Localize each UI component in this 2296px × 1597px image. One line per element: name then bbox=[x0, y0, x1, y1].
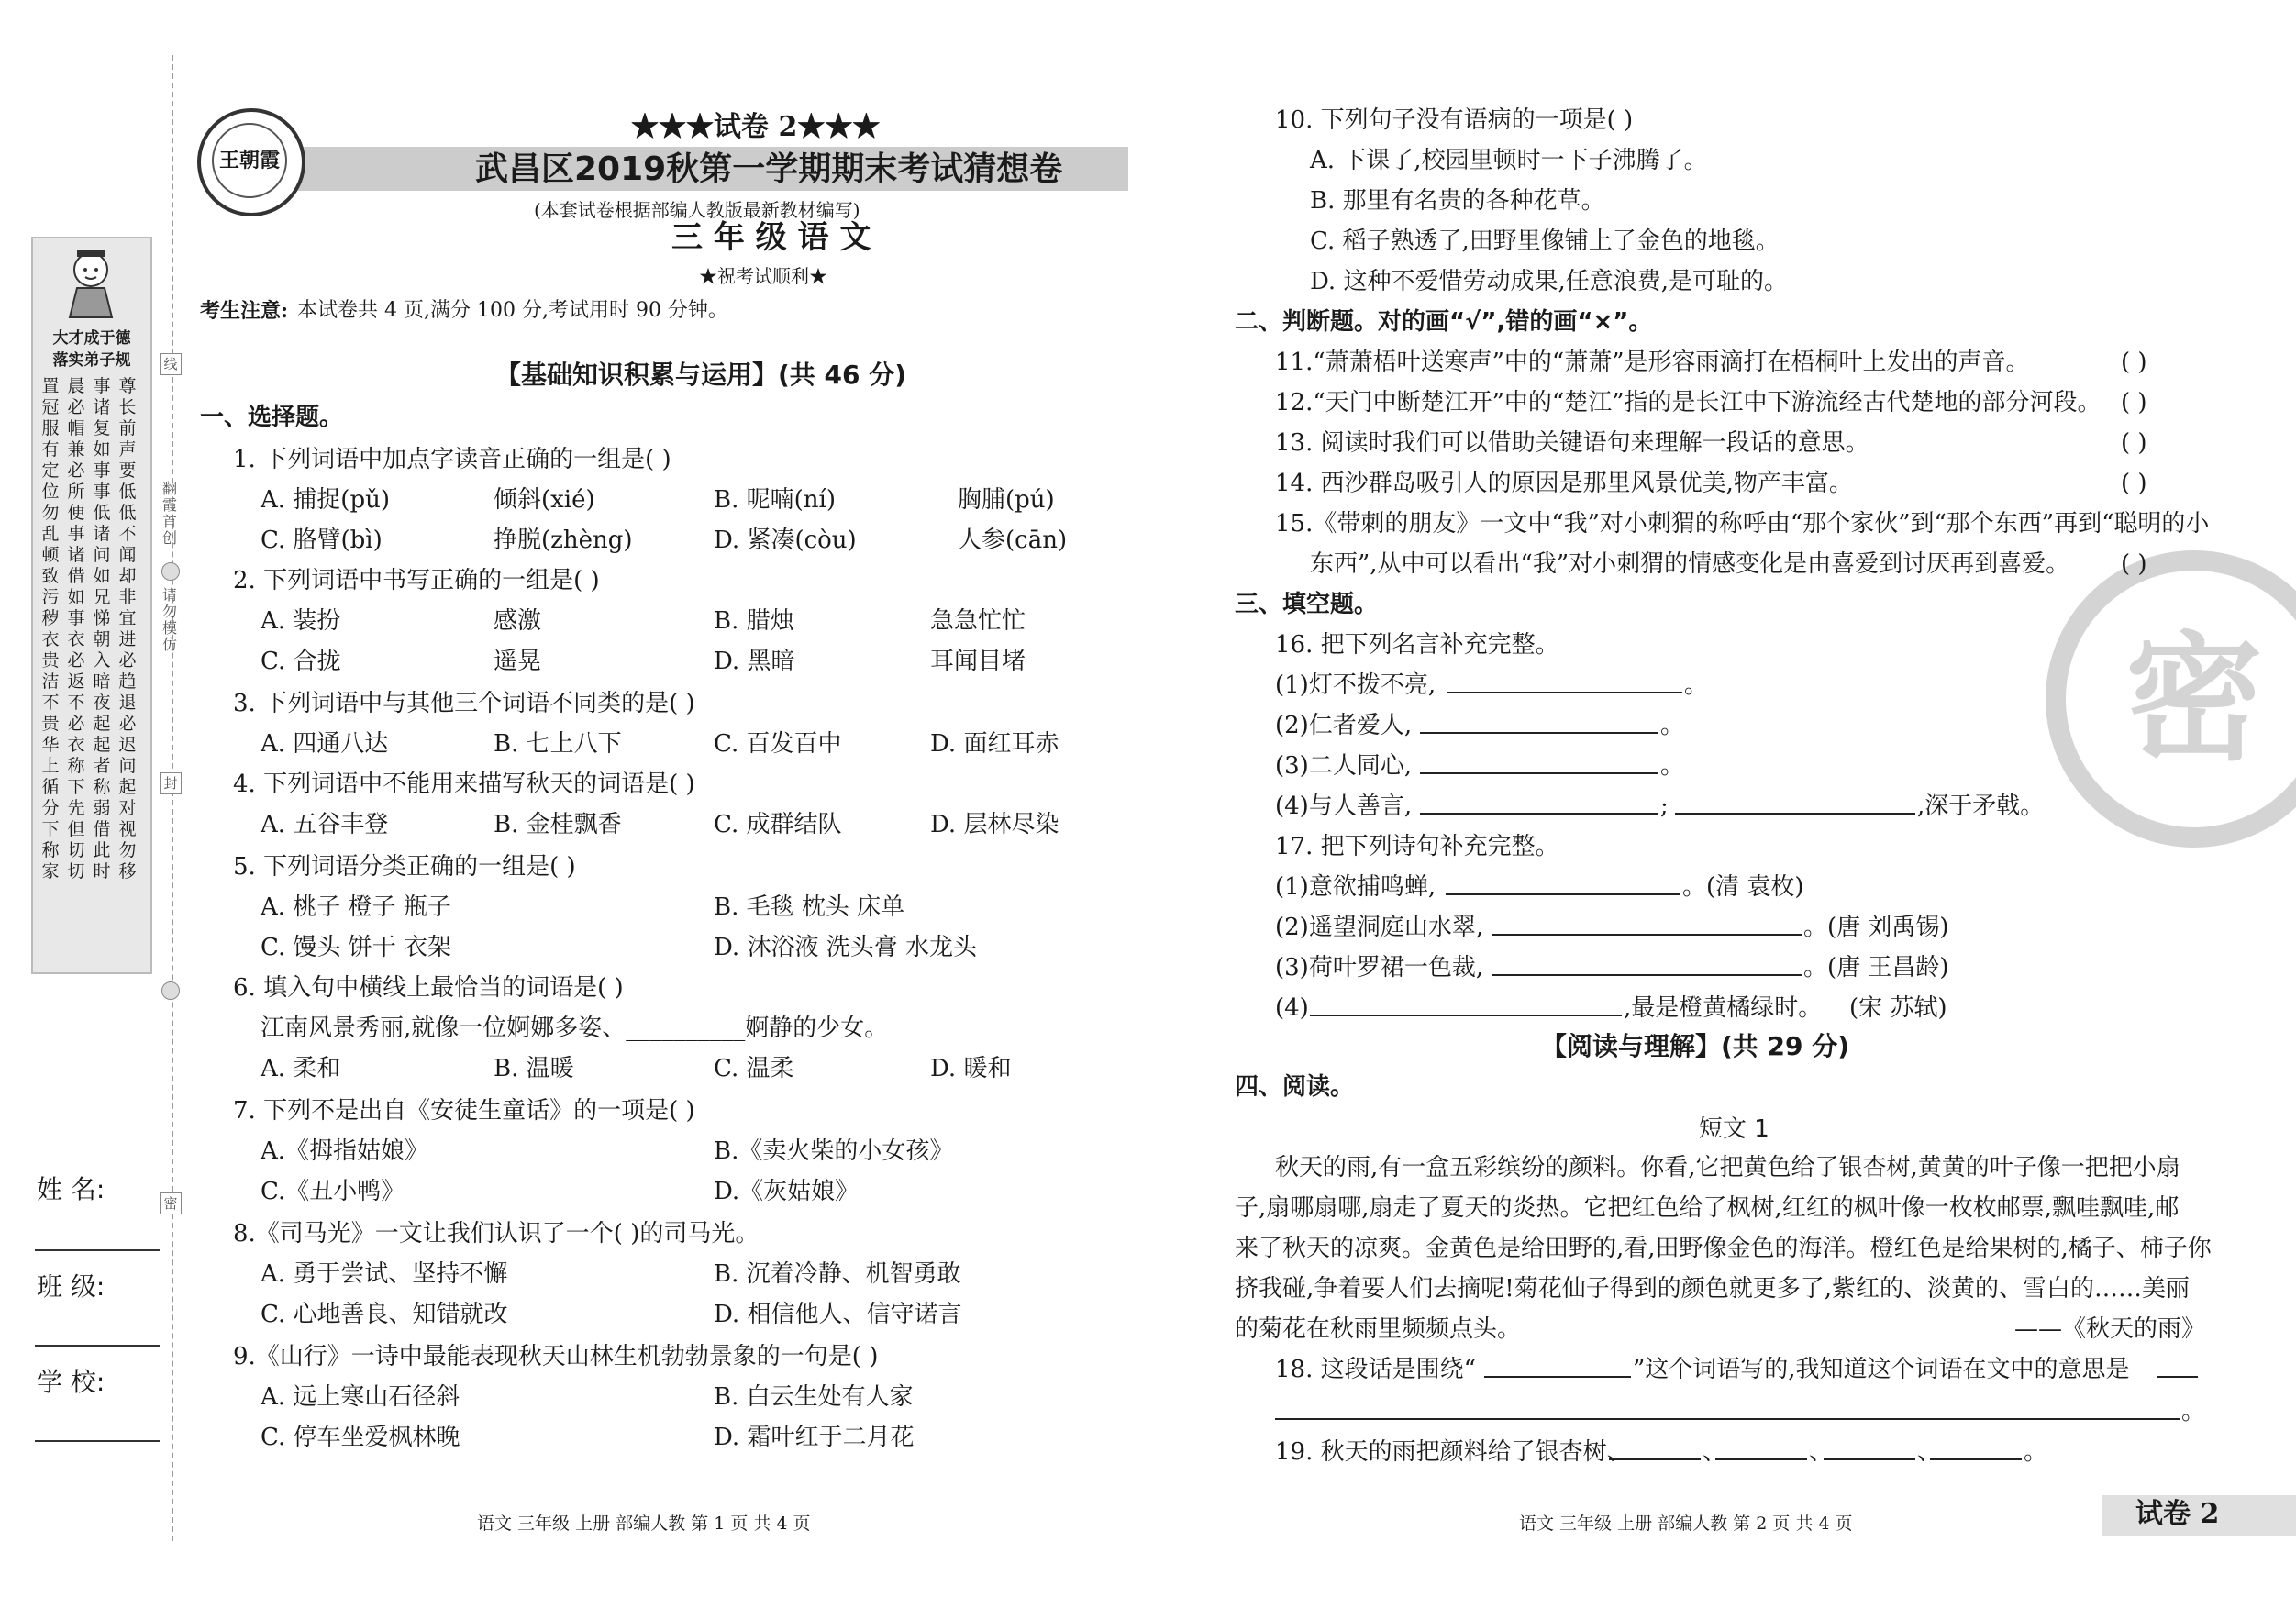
q6-sentence: 江南风景秀丽,就像一位婀娜多姿、__________婀静的少女。 bbox=[261, 1015, 889, 1042]
q1-option: 人参(cān) bbox=[958, 527, 1068, 554]
q4-option: B. 金桂飘香 bbox=[494, 811, 622, 838]
wish-line: ★祝考试顺利★ bbox=[699, 265, 827, 287]
q2-option: 急急忙忙 bbox=[930, 607, 1026, 635]
q1-option: A. 捕捉(pǔ) bbox=[261, 486, 390, 514]
q16-period: 。 bbox=[1660, 712, 1685, 739]
q16-blank[interactable] bbox=[1447, 692, 1682, 693]
section-reading: 【阅读与理解】(共 29 分) bbox=[1541, 1031, 1850, 1061]
motto-column: 尊长前 声要低 低不闻 却非宜 进必趋 退必迟 问起对 视勿移 bbox=[118, 376, 137, 882]
judge-item: 13. 阅读时我们可以借助关键语句来理解一段话的意思。 bbox=[1275, 429, 1869, 457]
q7-option: C.《丑小鸭》 bbox=[261, 1178, 405, 1205]
school-field[interactable] bbox=[35, 1440, 160, 1442]
q3-option: D. 面红耳赤 bbox=[930, 730, 1059, 758]
footer-page-1: 语文 三年级 上册 部编人教 第 1 页 共 4 页 bbox=[477, 1514, 811, 1534]
notice-label: 考生注意: bbox=[200, 299, 289, 323]
q5-option: C. 馒头 饼干 衣架 bbox=[261, 934, 452, 961]
q19-blank[interactable] bbox=[1930, 1458, 2022, 1460]
motto-column: 置冠服 有定位 勿乱顿 致污秽 衣贵洁 不贵华 上循分 下称家 bbox=[41, 376, 60, 882]
q2-option: D. 黑暗 bbox=[714, 648, 795, 675]
q2-option: B. 腊烛 bbox=[714, 607, 794, 635]
q18-blank[interactable] bbox=[2157, 1376, 2198, 1378]
q17-blank[interactable] bbox=[1492, 934, 1802, 936]
q8-option: D. 相信他人、信守诺言 bbox=[714, 1301, 962, 1328]
q17-line: (2)遥望洞庭山水翠, bbox=[1275, 914, 1484, 941]
section-basic: 【基础知识积累与运用】(共 46 分) bbox=[495, 360, 907, 390]
passage-line: 来了秋天的凉爽。金黄色是给田野的,看,田野像金色的海洋。橙红色是给果树的,橘子、柿子你 bbox=[1235, 1235, 2212, 1262]
judge-answer-bracket[interactable]: ( ) bbox=[2121, 349, 2147, 376]
judge-answer-bracket[interactable]: ( ) bbox=[2121, 550, 2147, 578]
q8-option: B. 沉着冷静、机智勇敢 bbox=[714, 1260, 961, 1288]
q8-option: C. 心地善良、知错就改 bbox=[261, 1301, 508, 1328]
q10-option: C. 稻子熟透了,田野里像铺上了金色的地毯。 bbox=[1310, 227, 1780, 255]
motto-column: 晨必帽 兼必所 便事诸 借如事 衣必返 不必衣 称下先 但切切 bbox=[67, 376, 85, 882]
q18-stem: ”这个词语写的,我知道这个词语在文中的意思是 bbox=[1633, 1356, 2130, 1383]
secret-seal bbox=[2046, 550, 2296, 848]
q5-option: B. 毛毯 枕头 床单 bbox=[714, 893, 905, 921]
q1-option: 倾斜(xié) bbox=[494, 486, 595, 514]
q19-blank[interactable] bbox=[1715, 1458, 1807, 1460]
fold-mark-seal: 封 bbox=[160, 772, 182, 794]
exam-title: 武昌区2019秋第一学期期末考试猜想卷 bbox=[475, 150, 1063, 188]
q10-option: A. 下课了,校园里顿时一下子沸腾了。 bbox=[1310, 147, 1708, 174]
passage-line: 挤我碰,争着要人们去摘呢!菊花仙子得到的颜色就更多了,紫红的、淡黄的、雪白的……美丽 bbox=[1235, 1275, 2190, 1303]
q2-option: 遥晃 bbox=[494, 648, 542, 675]
q1-option: 挣脱(zhèng) bbox=[494, 527, 633, 554]
q16-blank[interactable] bbox=[1675, 813, 1915, 815]
q6-option: D. 暖和 bbox=[930, 1055, 1012, 1082]
q10-option: B. 那里有名贵的各种花草。 bbox=[1310, 187, 1605, 215]
notice-text: 本试卷共 4 页,满分 100 分,考试用时 90 分钟。 bbox=[297, 299, 728, 322]
q16-period: 。 bbox=[1684, 671, 1709, 699]
name-label: 姓 名: bbox=[37, 1174, 105, 1204]
mascot-figure bbox=[61, 246, 121, 319]
paper-tag-footer: 试卷 2 bbox=[2135, 1498, 2220, 1530]
logo-text: 王朝霞 bbox=[212, 123, 287, 198]
passage-title: 短文 1 bbox=[1699, 1115, 1769, 1143]
q17-author: 。(唐 刘禹锡) bbox=[1803, 914, 1949, 941]
judge-answer-bracket[interactable]: ( ) bbox=[2121, 429, 2147, 457]
q2-option: C. 合拢 bbox=[261, 648, 341, 675]
seal-glyph: 密 bbox=[2124, 618, 2263, 780]
q2-option: 耳闻目堵 bbox=[930, 648, 1026, 675]
q9-option: A. 远上寒山石径斜 bbox=[261, 1383, 460, 1411]
part3-title: 三、填空题。 bbox=[1235, 591, 1379, 618]
q5-option: A. 桃子 橙子 瓶子 bbox=[261, 893, 451, 921]
q16-blank[interactable] bbox=[1420, 772, 1658, 774]
q16-tail: ,深于矛戟。 bbox=[1917, 793, 2045, 820]
q2-stem: 2. 下列词语中书写正确的一组是( ) bbox=[233, 567, 600, 594]
fold-line bbox=[172, 55, 173, 1541]
judge-answer-bracket[interactable]: ( ) bbox=[2121, 389, 2147, 416]
part2-title: 二、判断题。对的画“√”,错的画“×”。 bbox=[1235, 308, 1653, 336]
part4-title: 四、阅读。 bbox=[1235, 1073, 1355, 1101]
exam-note: (本套试卷根据部编人教版最新教材编写) bbox=[534, 199, 860, 221]
q4-option: A. 五谷丰登 bbox=[261, 811, 389, 838]
q17-author: 。(清 袁枚) bbox=[1682, 873, 1804, 901]
publisher-logo bbox=[197, 108, 305, 216]
q17-blank[interactable] bbox=[1492, 974, 1802, 976]
q1-option: B. 呢喃(ní) bbox=[714, 486, 836, 514]
class-label: 班 级: bbox=[37, 1271, 105, 1302]
q7-option: A.《拇指姑娘》 bbox=[261, 1137, 429, 1165]
q19-sep: 、 bbox=[1917, 1438, 1942, 1466]
passage-line: 的菊花在秋雨里频频点头。 bbox=[1235, 1315, 1522, 1343]
q19-sep: 、 bbox=[1703, 1438, 1727, 1466]
q17-blank[interactable] bbox=[1446, 893, 1680, 895]
passage-line: 秋天的雨,有一盒五彩缤纷的颜料。你看,它把黄色给了银杏树,黄黄的叶子像一把把小扇 bbox=[1275, 1154, 2180, 1181]
q16-semicolon: ; bbox=[1660, 793, 1669, 820]
q19-stem: 19. 秋天的雨把颜料给了银杏树、 bbox=[1275, 1438, 1631, 1466]
q8-stem: 8.《司马光》一文让我们认识了一个( )的司马光。 bbox=[233, 1220, 760, 1248]
q19-blank[interactable] bbox=[1824, 1458, 1915, 1460]
motto-column: 事诸复 如事事 低诸问 如兄悌 朝入暗 夜起起 者称弱 借此时 bbox=[93, 376, 111, 882]
q10-stem: 10. 下列句子没有语病的一项是( ) bbox=[1275, 106, 1634, 134]
class-field[interactable] bbox=[35, 1345, 160, 1347]
judge-item: 14. 西沙群岛吸引人的原因是那里风景优美,物产丰富。 bbox=[1275, 470, 1853, 497]
subject-title: 三 年 级 语 文 bbox=[671, 219, 871, 256]
q18-period: 。 bbox=[2181, 1398, 2206, 1425]
school-label: 学 校: bbox=[37, 1367, 105, 1397]
q18-blank[interactable] bbox=[1275, 1418, 2180, 1420]
fold-note: 翻霞首创 bbox=[161, 480, 177, 547]
q5-option: D. 沐浴液 洗头膏 水龙头 bbox=[714, 934, 977, 961]
q6-option: A. 柔和 bbox=[261, 1055, 341, 1082]
fold-note: 请勿模仿 bbox=[161, 586, 177, 653]
q19-blank[interactable] bbox=[1609, 1458, 1701, 1460]
q17-author: 。(唐 王昌龄) bbox=[1803, 954, 1949, 981]
q7-stem: 7. 下列不是出自《安徒生童话》的一项是( ) bbox=[233, 1097, 695, 1125]
q5-stem: 5. 下列词语分类正确的一组是( ) bbox=[233, 853, 576, 881]
q9-option: C. 停车坐爱枫林晚 bbox=[261, 1424, 460, 1451]
q2-option: A. 装扮 bbox=[261, 607, 341, 635]
q17-line: (3)荷叶罗裙一色裁, bbox=[1275, 954, 1484, 981]
q17-line: (4) bbox=[1275, 994, 1309, 1022]
q6-option: C. 温柔 bbox=[714, 1055, 794, 1082]
q4-option: D. 层林尽染 bbox=[930, 811, 1059, 838]
paper-tag: ★★★试卷 2★★★ bbox=[631, 111, 881, 143]
q3-option: B. 七上八下 bbox=[494, 730, 622, 758]
q3-option: A. 四通八达 bbox=[261, 730, 389, 758]
q3-option: C. 百发百中 bbox=[714, 730, 842, 758]
judge-answer-bracket[interactable]: ( ) bbox=[2121, 470, 2147, 497]
footer-page-2: 语文 三年级 上册 部编人教 第 2 页 共 4 页 bbox=[1519, 1514, 1853, 1534]
q18-stem: 18. 这段话是围绕“ bbox=[1275, 1356, 1476, 1383]
q16-blank[interactable] bbox=[1420, 813, 1658, 815]
q2-option: 感激 bbox=[494, 607, 542, 635]
q1-option: C. 胳臂(bì) bbox=[261, 527, 383, 554]
q19-end: 。 bbox=[2024, 1438, 2048, 1466]
q16-line: (2)仁者爱人, bbox=[1275, 712, 1413, 739]
q9-option: D. 霜叶红于二月花 bbox=[714, 1424, 915, 1451]
judge-item: 11.“萧萧梧叶送寒声”中的“萧萧”是形容雨滴打在梧桐叶上发出的声音。 bbox=[1275, 349, 2030, 376]
motto-line-2: 落实弟子规 bbox=[52, 351, 131, 370]
part1-title: 一、选择题。 bbox=[200, 404, 344, 431]
fold-hole bbox=[161, 981, 180, 1000]
q17-blank[interactable] bbox=[1310, 1015, 1622, 1016]
fold-mark-secret: 密 bbox=[160, 1192, 182, 1214]
q17-line: (1)意欲捕鸣蝉, bbox=[1275, 873, 1436, 901]
q17-author: (宋 苏轼) bbox=[1849, 994, 1947, 1022]
q4-stem: 4. 下列词语中不能用来描写秋天的词语是( ) bbox=[233, 771, 695, 798]
fold-hole bbox=[161, 562, 180, 581]
q8-option: A. 勇于尝试、坚持不懈 bbox=[261, 1260, 508, 1288]
q3-stem: 3. 下列词语中与其他三个词语不同类的是( ) bbox=[233, 690, 695, 717]
q16-blank[interactable] bbox=[1420, 732, 1658, 734]
passage-line: 子,扇哪扇哪,扇走了夏天的炎热。它把红色给了枫树,红红的枫叶像一枚枚邮票,飘哇飘哇,邮 bbox=[1235, 1194, 2180, 1222]
q9-option: B. 白云生处有人家 bbox=[714, 1383, 914, 1411]
q16-line: (1)灯不拨不亮, bbox=[1275, 671, 1436, 699]
judge-item: 东西”,从中可以看出“我”对小刺猬的情感变化是由喜爱到讨厌再到喜爱。 bbox=[1310, 550, 2070, 578]
q16-period: 。 bbox=[1660, 752, 1685, 780]
judge-item: 12.“天门中断楚江开”中的“楚江”指的是长江中下游流经古代楚地的部分河段。 bbox=[1275, 389, 2102, 416]
q7-option: D.《灰姑娘》 bbox=[714, 1178, 860, 1205]
q17-stem: 17. 把下列诗句补充完整。 bbox=[1275, 833, 1559, 860]
q17-tail: ,最是橙黄橘绿时。 bbox=[1624, 994, 1823, 1022]
q9-stem: 9.《山行》一诗中最能表现秋天山林生机勃勃景象的一句是( ) bbox=[233, 1343, 879, 1370]
q1-stem: 1. 下列词语中加点字读音正确的一组是( ) bbox=[233, 446, 671, 473]
motto-line-1: 大才成于德 bbox=[52, 329, 131, 348]
q7-option: B.《卖火柴的小女孩》 bbox=[714, 1137, 954, 1165]
q6-stem: 6. 填入句中横线上最恰当的词语是( ) bbox=[233, 974, 624, 1002]
motto-panel bbox=[31, 237, 152, 974]
q18-blank[interactable] bbox=[1484, 1376, 1631, 1378]
judge-item: 15.《带刺的朋友》一文中“我”对小刺猬的称呼由“那个家伙”到“那个东西”再到“聪明的小 bbox=[1275, 510, 2210, 538]
q16-line: (3)二人同心, bbox=[1275, 752, 1413, 780]
q1-option: D. 紧凑(còu) bbox=[714, 527, 857, 554]
q19-sep: 、 bbox=[1809, 1438, 1834, 1466]
name-field[interactable] bbox=[35, 1249, 160, 1251]
q1-option: 胸脯(pú) bbox=[958, 486, 1055, 514]
passage-source: ——《秋天的雨》 bbox=[2014, 1315, 2206, 1343]
q16-line: (4)与人善言, bbox=[1275, 793, 1413, 820]
q10-option: D. 这种不爱惜劳动成果,任意浪费,是可耻的。 bbox=[1310, 268, 1788, 295]
fold-mark-line: 线 bbox=[160, 353, 182, 375]
q6-option: B. 温暖 bbox=[494, 1055, 574, 1082]
q4-option: C. 成群结队 bbox=[714, 811, 842, 838]
q16-stem: 16. 把下列名言补充完整。 bbox=[1275, 631, 1559, 659]
